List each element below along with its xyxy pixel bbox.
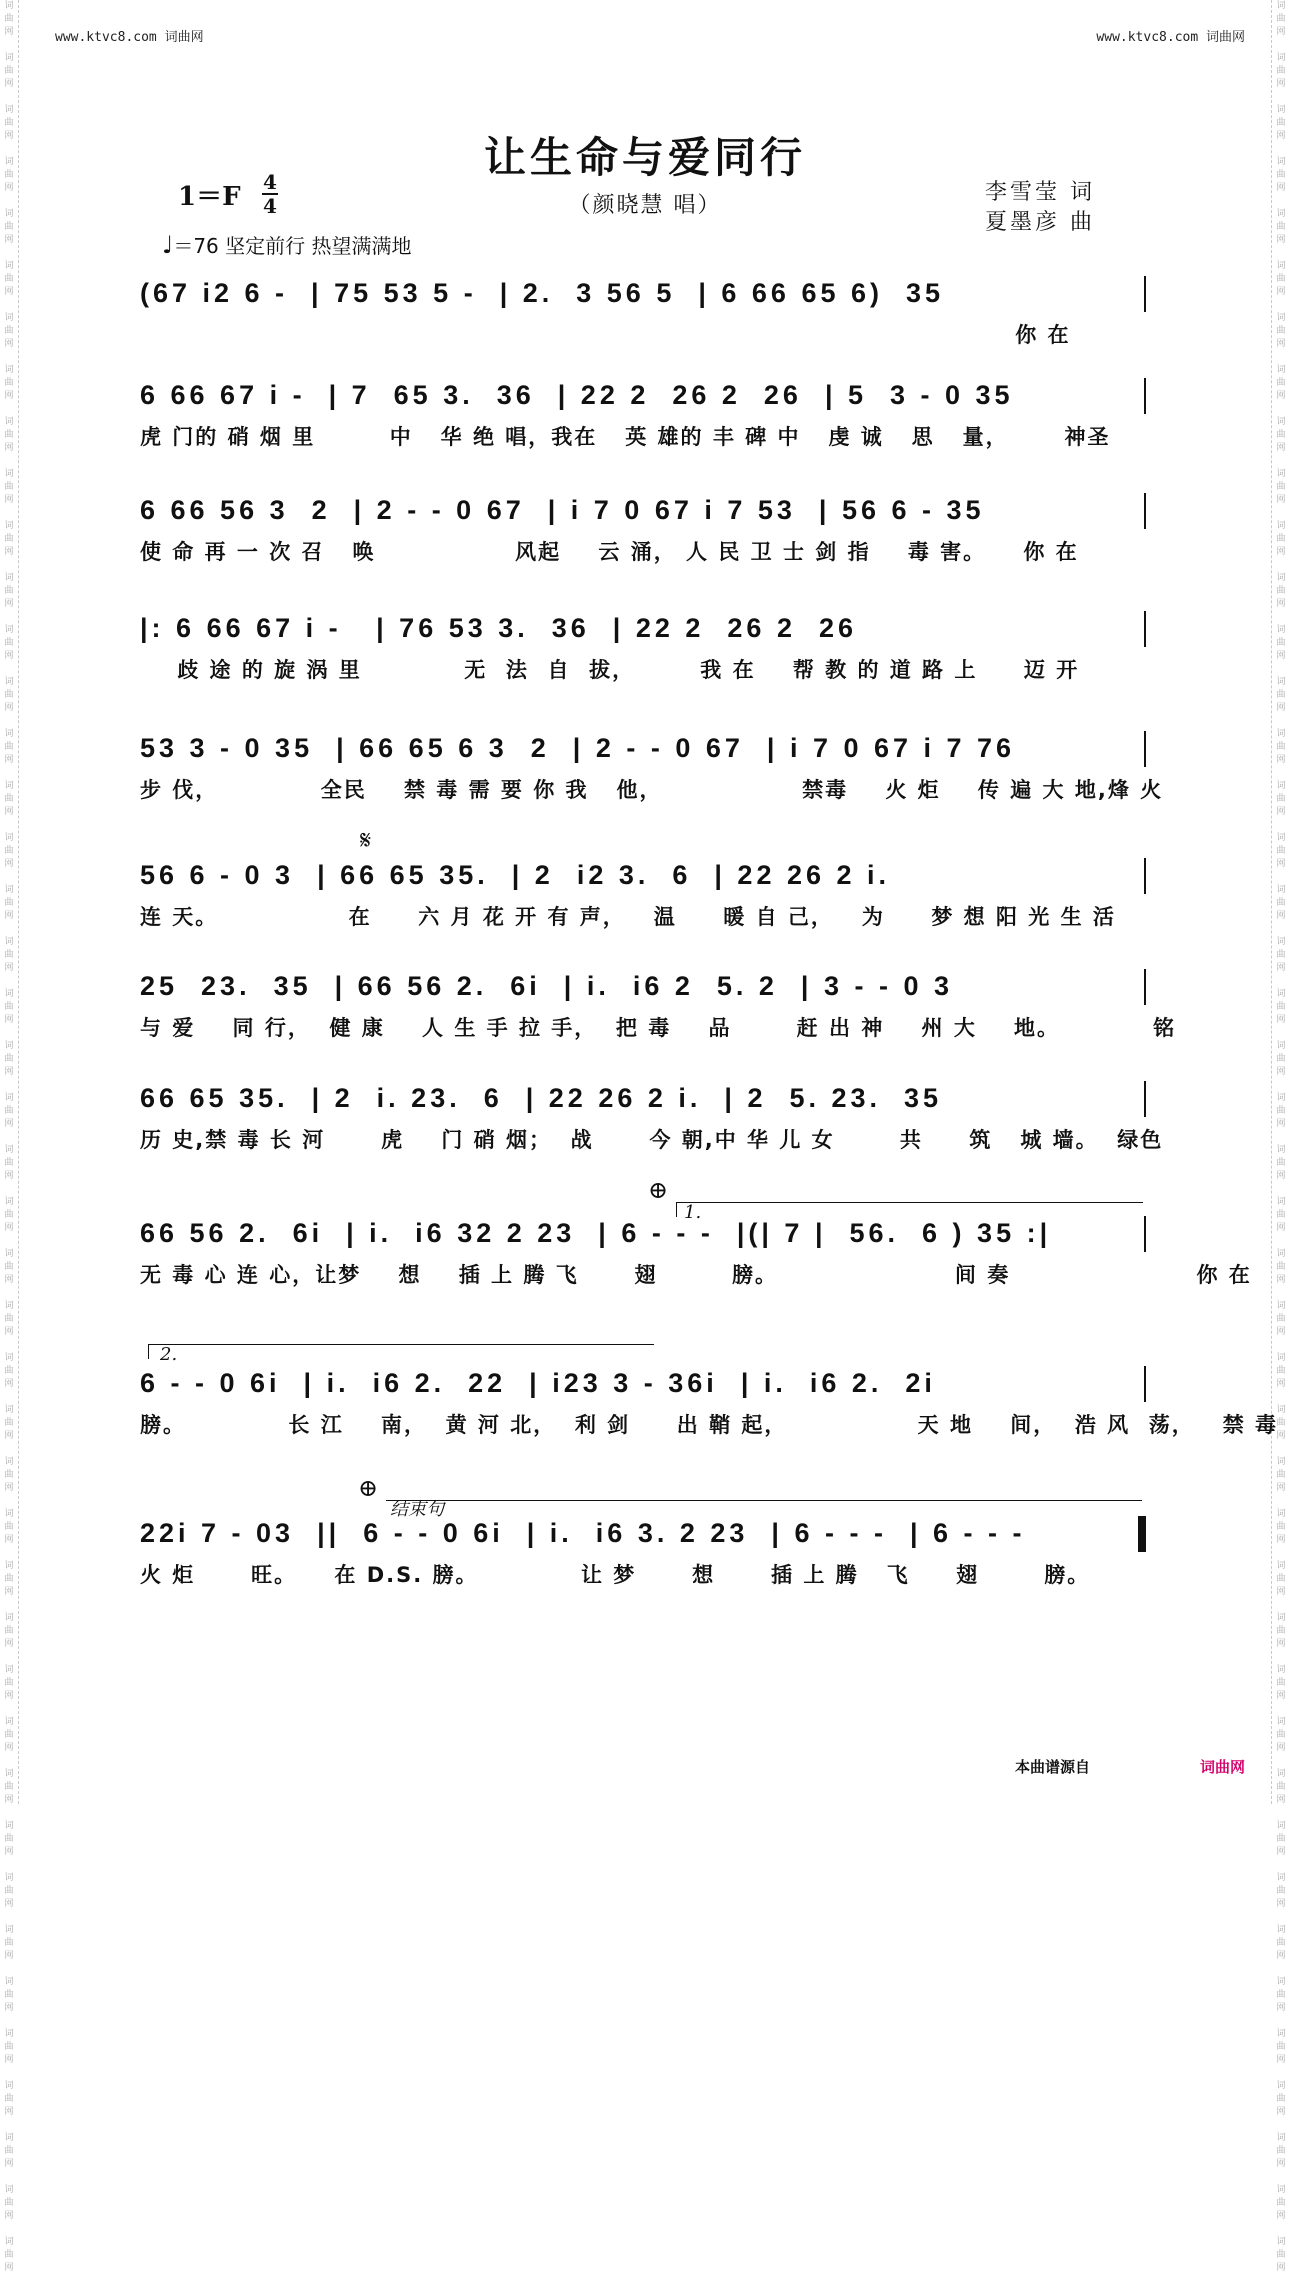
composer: 夏墨彦 曲 <box>985 210 1095 235</box>
notes-line: 6 - - 0 6i | i. i6 2. 22 | i23 3 - 36i | i. i6 2. 2i <box>140 1368 936 1398</box>
notes-line: |: 6 66 67 i - | 76 53 3. 36 | 22 2 26 2 26 <box>140 613 858 643</box>
notes-line: 66 56 2. 6i | i. i6 32 2 23 | 6 - - - |(| 7 | 56. 6 ) 35 :| <box>140 1218 1052 1248</box>
lyrics-line: 历 史,禁 毒 长 河 虎 门 硝 烟； 战 今 朝,中 华 儿 女 共 筑 城 墙。 绿色 <box>140 1128 1164 1152</box>
footer-site: 词曲网 <box>1199 1758 1245 1776</box>
volta-1-bracket <box>676 1202 1143 1217</box>
lyrics-line: 歧 途 的 旋 涡 里 无 法 自 拔， 我 在 帮 教 的 道 路 上 迈 开 <box>140 658 1080 682</box>
barline <box>1144 731 1146 767</box>
notes-line: 53 3 - 0 35 | 66 65 6 3 2 | 2 - - 0 67 | i 7 0 67 i 7 76 <box>140 733 1016 763</box>
lyrics-line: 与 爱 同 行， 健 康 人 生 手 拉 手， 把 毒 品 赶 出 神 州 大 地。 铭 <box>140 1016 1177 1040</box>
watermark-right: www.ktvc8.com 词曲网 <box>1096 30 1245 45</box>
barline <box>1144 1516 1146 1552</box>
volta-1-label: 1. <box>684 1202 702 1223</box>
lyrics-line: 使 命 再 一 次 召 唤 风起 云 涌， 人 民 卫 士 剑 指 毒 害。 你 在 <box>140 540 1079 564</box>
lyrics-line: 连 天。 在 六 月 花 开 有 声， 温 暖 自 己， 为 梦 想 阳 光 生 活 <box>140 905 1116 929</box>
lyrics-line: 膀。 长 江 南， 黄 河 北， 利 剑 出 鞘 起， 天 地 间， 浩 风 荡， 禁 毒 <box>140 1413 1279 1437</box>
barline <box>1144 1366 1146 1402</box>
volta-2-label: 2. <box>160 1344 178 1365</box>
notes-line: 6 66 67 i - | 7 65 3. 36 | 22 2 26 2 26 | 5 3 - 0 35 <box>140 380 1014 410</box>
singer: （颜晓慧 唱） <box>568 193 722 218</box>
time-sig-bottom: 4 <box>263 194 277 218</box>
quarter-note-icon: ♩ <box>162 231 174 259</box>
tempo-marking <box>162 230 412 259</box>
time-sig-top: 4 <box>263 170 277 194</box>
lyrics-line: 无 毒 心 连 心，让梦 想 插 上 腾 飞 翅 膀。 间 奏 你 在 <box>140 1263 1252 1287</box>
barline <box>1144 858 1146 894</box>
notes-line: 66 65 35. | 2 i. 23. 6 | 22 26 2 i. | 2 5. 23. 35 <box>140 1083 943 1113</box>
notes-line: 22i 7 - 03 || 6 - - 0 6i | i. i6 3. 2 23 | 6 - - - | 6 - - - <box>140 1518 1026 1548</box>
time-signature <box>262 172 278 216</box>
segno-icon: 𝄋 <box>360 826 372 856</box>
tempo-text: ＝76 坚定前行 热望满满地 <box>173 234 412 258</box>
side-watermark-left: 词 曲 网 词 曲 网 词 曲 网 词 曲 网 词 曲 网 词 曲 网 词 曲 网 词 曲 网 词 曲 网 词 曲 网 词 曲 网 词 曲 网 词 曲 网 词 曲 网 词 曲 网 词 曲 网 词 曲 网 词 曲 网 词 曲 网 词 曲 网 词 曲 网 词 曲 网 词 曲 网 词 曲 网 词 曲 网 词 曲 网 词 曲 网 词 曲 网 词 曲 网 词 曲 网 词 曲 网 词 曲 网 词 曲 网 词 曲 网 词 曲 网 词 曲 网 词 曲 网 词 曲 网 词 曲 网 词 曲 网 词 曲 网 词 曲 网 词 曲 网 词 曲 网 <box>0 0 19 1804</box>
ending-label: 结束句 <box>390 1499 444 1520</box>
watermark-left: www.ktvc8.com 词曲网 <box>55 30 204 45</box>
barline <box>1144 1216 1146 1252</box>
key-signature: 1＝F <box>178 182 241 212</box>
final-barline <box>1138 1516 1144 1552</box>
barline <box>1144 1081 1146 1117</box>
lyrics-line: 步 伐， 全民 禁 毒 需 要 你 我 他， 禁毒 火 炬 传 遍 大 地,烽 火 <box>140 778 1164 802</box>
lyrics-line: 你 在 <box>140 323 1071 347</box>
notes-line: 6 66 56 3 2 | 2 - - 0 67 | i 7 0 67 i 7 53 | 56 6 - 35 <box>140 495 985 525</box>
barline <box>1144 611 1146 647</box>
barline <box>1144 378 1146 414</box>
barline <box>1144 493 1146 529</box>
coda-icon: ⊕ <box>358 1474 379 1502</box>
ending-bracket <box>386 1500 1142 1515</box>
song-title: 让生命与爱同行 <box>483 133 806 182</box>
coda-icon: ⊕ <box>648 1176 669 1204</box>
barline <box>1144 969 1146 1005</box>
lyricist: 李雪莹 词 <box>985 180 1095 205</box>
footer-source: 本曲谱源自 <box>1014 1758 1090 1776</box>
notes-line: (67 i2 6 - | 75 53 5 - | 2. 3 56 5 | 6 66 65 6) 35 <box>140 278 945 308</box>
barline <box>1144 276 1146 312</box>
side-watermark-right: 词 曲 网 词 曲 网 词 曲 网 词 曲 网 词 曲 网 词 曲 网 词 曲 网 词 曲 网 词 曲 网 词 曲 网 词 曲 网 词 曲 网 词 曲 网 词 曲 网 词 曲 网 词 曲 网 词 曲 网 词 曲 网 词 曲 网 词 曲 网 词 曲 网 词 曲 网 词 曲 网 词 曲 网 词 曲 网 词 曲 网 词 曲 网 词 曲 网 词 曲 网 词 曲 网 词 曲 网 词 曲 网 词 曲 网 词 曲 网 词 曲 网 词 曲 网 词 曲 网 词 曲 网 词 曲 网 词 曲 网 词 曲 网 词 曲 网 词 曲 网 词 曲 网 <box>1271 0 1290 1804</box>
lyrics-line: 火 炬 旺。 在 D.S. 膀。 让 梦 想 插 上 腾 飞 翅 膀。 <box>140 1563 1091 1587</box>
volta-2-bracket <box>148 1344 654 1359</box>
lyrics-line: 虎 门的 硝 烟 里 中 华 绝 唱，我在 英 雄的 丰 碑 中 虔 诚 思 量， 神圣 <box>140 425 1111 449</box>
notes-line: 56 6 - 0 3 | 66 65 35. | 2 i2 3. 6 | 22 26 2 i. <box>140 860 891 890</box>
notes-line: 25 23. 35 | 66 56 2. 6i | i. i6 2 5. 2 | 3 - - 0 3 <box>140 971 954 1001</box>
